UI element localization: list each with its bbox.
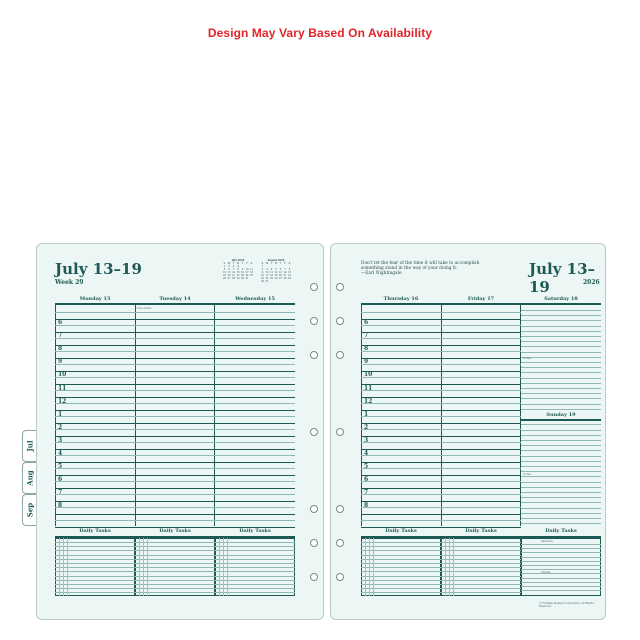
hour-line <box>361 475 521 476</box>
half-hour-line <box>55 312 295 313</box>
hour-line <box>361 501 521 502</box>
half-hour-line <box>361 468 521 469</box>
task-checkbox-column <box>67 538 68 596</box>
hour-line <box>361 397 521 398</box>
day-header-thursday: Thursday 16 <box>383 296 419 302</box>
half-hour-line <box>55 416 295 417</box>
hour-line <box>55 384 295 385</box>
half-hour-line <box>361 338 521 339</box>
hour-line <box>55 514 295 515</box>
task-checkbox-column <box>147 538 148 596</box>
tasks-header-weekend: Daily Tasks <box>545 528 577 534</box>
weekend-line <box>521 497 601 498</box>
task-checkbox-column <box>223 538 224 596</box>
hour-label: 4 <box>58 450 63 457</box>
weekend-line <box>521 367 601 368</box>
hour-line <box>55 423 295 424</box>
hour-line <box>55 358 295 359</box>
quote: Don't let the fear of the time it will take to accomplish something stand in the way of your doing it. —Earl Nightingale <box>361 261 480 276</box>
tasks-header-monday: Daily Tasks <box>79 528 111 534</box>
day-header-friday: Friday 17 <box>467 296 495 302</box>
mini-calendar-july: July 2026 S M T W T F S 1 2 3 4 5 6 7 8 9 10 11 12 13 14 15 16 17 18 19 20 21 22 23 24 25 26 27 28 29 30 31 <box>223 259 254 280</box>
half-hour-line <box>361 390 521 391</box>
half-hour-line <box>55 429 295 430</box>
weekend-line <box>521 362 601 363</box>
half-hour-line <box>361 403 521 404</box>
weekend-line <box>521 341 601 342</box>
binder-hole <box>310 351 318 359</box>
half-hour-line <box>361 507 521 508</box>
hour-label: 12 <box>58 397 67 405</box>
hour-line <box>361 410 521 411</box>
hour-label: 10 <box>364 371 373 379</box>
task-checkbox-column <box>453 538 454 596</box>
half-hour-line <box>361 325 521 326</box>
task-line <box>521 582 601 583</box>
left-planner-page <box>36 243 324 620</box>
hour-label: 1 <box>58 410 63 418</box>
weekend-line <box>521 471 601 472</box>
hour-line <box>361 449 521 450</box>
binder-hole <box>310 428 318 436</box>
half-hour-line <box>55 351 295 352</box>
weekend-line <box>521 492 601 493</box>
half-hour-line <box>55 338 295 339</box>
hour-label: 8 <box>58 502 63 510</box>
weekend-line <box>521 502 601 503</box>
half-hour-line <box>55 390 295 391</box>
task-checkbox-column <box>139 538 140 596</box>
hour-label: 8 <box>58 345 63 353</box>
day-header-tuesday: Tuesday 14 <box>159 296 191 302</box>
half-hour-line <box>55 455 295 456</box>
sunday-notes-label: Notes <box>523 473 531 476</box>
day-header-monday: Monday 13 <box>79 296 111 302</box>
day-header-saturday: Saturday 18 <box>544 296 578 302</box>
weekend-line <box>521 404 601 405</box>
hour-label: 6 <box>364 476 369 484</box>
mini-calendar-august: August 2026 S M T W T F S 1 2 3 4 5 6 7 8 9 10 11 12 13 14 15 16 17 18 19 20 21 22 23 24 25 26 27 28 29 30 31 <box>261 259 292 283</box>
weekend-line <box>521 346 601 347</box>
hour-line <box>55 449 295 450</box>
left-page-title: July 13–19 <box>55 260 142 278</box>
task-line <box>521 586 601 587</box>
hour-line <box>361 514 521 515</box>
hour-line <box>361 332 521 333</box>
weekend-line <box>521 357 601 358</box>
hour-label: 3 <box>364 436 369 444</box>
hour-label: 6 <box>364 319 369 326</box>
binder-hole <box>310 539 318 547</box>
tasks-box-weekend <box>521 538 601 596</box>
task-checkbox-column <box>365 538 366 596</box>
task-checkbox-column <box>63 538 64 596</box>
tasks-header-thursday: Daily Tasks <box>385 528 417 534</box>
hour-line <box>55 488 295 489</box>
hour-line <box>55 371 295 372</box>
hour-label: 12 <box>364 397 373 405</box>
weekend-line <box>521 518 601 519</box>
tasks-header-friday: Daily Tasks <box>465 528 497 534</box>
hour-line <box>361 423 521 424</box>
day-header-sunday: Sunday 19 <box>546 412 576 418</box>
hour-label: 3 <box>58 436 63 444</box>
hour-line <box>361 436 521 437</box>
weekend-line <box>521 487 601 488</box>
half-hour-line <box>55 442 295 443</box>
weekend-line <box>521 320 601 321</box>
day-header-wednesday: Wednesday 15 <box>235 296 275 302</box>
half-hour-line <box>361 416 521 417</box>
task-line <box>521 578 601 579</box>
tuesday-note-label: Five Notes <box>137 307 152 310</box>
binder-hole <box>336 351 344 359</box>
tab-aug[interactable]: Aug <box>22 462 36 494</box>
half-hour-line <box>361 481 521 482</box>
half-hour-line <box>361 377 521 378</box>
weekend-line <box>521 476 601 477</box>
task-checkbox-column <box>227 538 228 596</box>
header-rule <box>361 303 601 305</box>
binder-hole <box>336 428 344 436</box>
tasks-saturday-label: Saturday <box>541 540 553 543</box>
weekend-line <box>521 398 601 399</box>
hour-label: 2 <box>58 423 63 431</box>
task-line <box>521 548 601 549</box>
hour-line <box>361 384 521 385</box>
binder-hole <box>336 505 344 513</box>
hour-line <box>361 358 521 359</box>
week-number: Week 29 <box>55 279 84 286</box>
hour-line <box>55 332 295 333</box>
hour-line <box>55 319 295 320</box>
task-line <box>521 561 601 562</box>
hour-label: 8 <box>364 502 369 510</box>
availability-banner: Design May Vary Based On Availability <box>207 26 433 40</box>
half-hour-line <box>361 312 521 313</box>
tasks-header-tuesday: Daily Tasks <box>159 528 191 534</box>
header-rule <box>55 303 295 305</box>
hour-label: 5 <box>58 463 63 471</box>
weekend-line <box>521 435 601 436</box>
binder-hole <box>336 283 344 291</box>
weekend-line <box>521 310 601 311</box>
task-line <box>521 569 601 570</box>
hour-label: 8 <box>364 345 369 353</box>
task-line <box>521 557 601 558</box>
binder-hole <box>310 317 318 325</box>
hour-label: 6 <box>58 476 63 484</box>
binder-hole <box>310 573 318 581</box>
half-hour-line <box>361 429 521 430</box>
weekend-line <box>521 372 601 373</box>
copyright: © Franklin Planner Corporation. All Rights Reserved. <box>539 602 594 608</box>
half-hour-line <box>55 520 295 521</box>
weekend-line <box>521 315 601 316</box>
hour-label: 2 <box>364 423 369 431</box>
half-hour-line <box>361 494 521 495</box>
weekend-line <box>521 456 601 457</box>
binder-hole <box>336 539 344 547</box>
task-checkbox-column <box>373 538 374 596</box>
hour-line <box>55 397 295 398</box>
weekend-line <box>521 513 601 514</box>
tasks-header-wednesday: Daily Tasks <box>239 528 271 534</box>
weekend-line <box>521 466 601 467</box>
right-planner-page <box>330 243 606 620</box>
hour-line <box>55 410 295 411</box>
weekend-line <box>521 331 601 332</box>
task-checkbox-column <box>59 538 60 596</box>
weekend-line <box>521 378 601 379</box>
weekend-line <box>521 450 601 451</box>
task-line <box>521 590 601 591</box>
half-hour-line <box>55 364 295 365</box>
half-hour-line <box>361 364 521 365</box>
weekend-line <box>521 352 601 353</box>
hour-label: 11 <box>364 384 373 392</box>
hour-label: 11 <box>58 384 67 392</box>
task-line <box>521 544 601 545</box>
weekend-line <box>521 430 601 431</box>
binder-hole <box>336 573 344 581</box>
hour-line <box>361 319 521 320</box>
task-checkbox-column <box>369 538 370 596</box>
hour-label: 4 <box>364 450 369 457</box>
hour-label: 5 <box>364 463 369 471</box>
half-hour-line <box>361 442 521 443</box>
hour-line <box>361 371 521 372</box>
right-page-title: July 13–19 <box>529 260 596 296</box>
tasks-sunday-label: Sunday <box>541 571 551 574</box>
hour-line <box>361 462 521 463</box>
weekend-line <box>521 388 601 389</box>
half-hour-line <box>55 377 295 378</box>
half-hour-line <box>55 507 295 508</box>
weekend-line <box>521 326 601 327</box>
weekend-line <box>521 461 601 462</box>
tab-jul[interactable]: Jul <box>22 430 36 462</box>
hour-line <box>55 462 295 463</box>
task-line <box>521 552 601 553</box>
task-checkbox-column <box>445 538 446 596</box>
hour-label: 7 <box>58 489 63 497</box>
half-hour-line <box>55 403 295 404</box>
binder-hole <box>336 317 344 325</box>
hour-line <box>55 475 295 476</box>
task-checkbox-column <box>449 538 450 596</box>
half-hour-line <box>55 325 295 326</box>
hour-label: 10 <box>58 371 67 379</box>
weekend-line <box>521 424 601 425</box>
hour-line <box>55 436 295 437</box>
hour-label: 1 <box>364 410 369 418</box>
sunday-rule <box>521 419 601 421</box>
half-hour-line <box>361 455 521 456</box>
hour-label: 7 <box>58 332 63 340</box>
weekend-line <box>521 336 601 337</box>
hour-label: 9 <box>58 358 63 366</box>
weekend-line <box>521 445 601 446</box>
half-hour-line <box>361 351 521 352</box>
weekend-line <box>521 383 601 384</box>
hour-line <box>55 345 295 346</box>
task-checkbox-column <box>219 538 220 596</box>
binder-hole <box>310 283 318 291</box>
weekend-line <box>521 440 601 441</box>
hour-line <box>361 488 521 489</box>
half-hour-line <box>55 468 295 469</box>
task-line <box>521 573 601 574</box>
binder-hole <box>310 505 318 513</box>
weekend-line <box>521 482 601 483</box>
hour-label: 7 <box>364 489 369 497</box>
saturday-notes-label: Notes <box>523 357 531 360</box>
weekend-line <box>521 409 601 410</box>
half-hour-line <box>55 481 295 482</box>
weekend-line <box>521 508 601 509</box>
hour-label: 7 <box>364 332 369 340</box>
hour-label: 6 <box>58 319 63 326</box>
hour-line <box>361 345 521 346</box>
task-line <box>521 565 601 566</box>
weekend-line <box>521 523 601 524</box>
hour-line <box>55 501 295 502</box>
task-checkbox-column <box>143 538 144 596</box>
hour-label: 9 <box>364 358 369 366</box>
weekend-line <box>521 393 601 394</box>
year-label: 2026 <box>583 279 600 286</box>
half-hour-line <box>361 520 521 521</box>
tab-sep[interactable]: Sep <box>22 494 36 526</box>
half-hour-line <box>55 494 295 495</box>
